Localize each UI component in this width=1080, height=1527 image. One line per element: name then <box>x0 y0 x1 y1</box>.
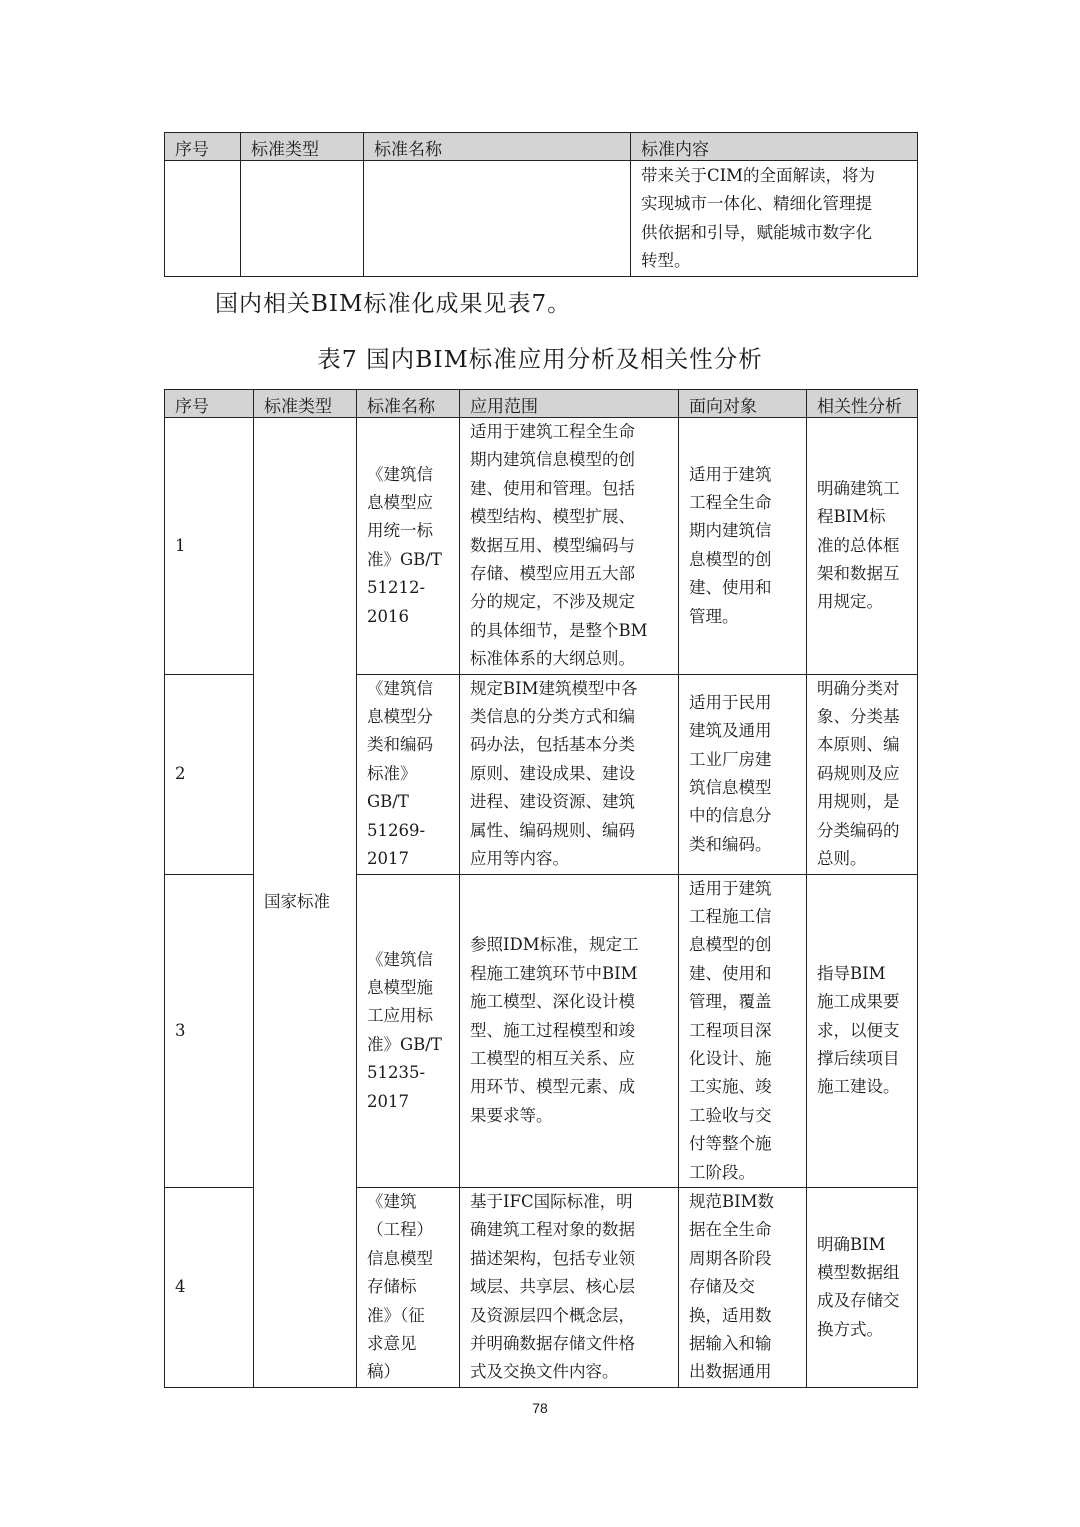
relevance-analysis: 指导BIM 施工成果要 求，以便支 撑后续项目 施工建设。 <box>807 874 918 1187</box>
page-number: 78 <box>532 1400 548 1416</box>
header-target: 面向对象 <box>679 390 807 418</box>
table-row <box>165 161 918 277</box>
row-index: 4 <box>165 1187 254 1387</box>
header-relevance: 相关性分析 <box>807 390 918 418</box>
bim-standards-table <box>164 389 918 1388</box>
row-index: 3 <box>165 874 254 1187</box>
target-object: 适用于建筑 工程全生命 期内建筑信 息模型的创 建、使用和 管理。 <box>679 418 807 675</box>
cell-name <box>364 161 631 277</box>
relevance-analysis: 明确BIM 模型数据组 成及存储交 换方式。 <box>807 1187 918 1387</box>
relevance-analysis: 明确建筑工 程BIM标 准的总体框 架和数据互 用规定。 <box>807 418 918 675</box>
table7-header-row <box>165 390 918 418</box>
continuation-table-header-row <box>165 133 918 161</box>
header-type: 标准类型 <box>254 390 357 418</box>
standard-name: 《建筑信 息模型分 类和编码 标准》 GB/T 51269- 2017 <box>357 674 460 874</box>
table-caption: 表7 国内BIM标准应用分析及相关性分析 <box>317 345 763 373</box>
table-row <box>165 418 918 675</box>
continuation-table <box>164 132 918 277</box>
header-type: 标准类型 <box>241 133 364 161</box>
standard-name: 《建筑信 息模型施 工应用标 准》GB/T 51235- 2017 <box>357 874 460 1187</box>
cell-index <box>165 161 241 277</box>
header-name: 标准名称 <box>364 133 631 161</box>
standard-name: 《建筑信 息模型应 用统一标 准》GB/T 51212- 2016 <box>357 418 460 675</box>
row-index: 2 <box>165 674 254 874</box>
target-object: 规范BIM数 据在全生命 周期各阶段 存储及交 换，适用数 据输入和输 出数据通用 <box>679 1187 807 1387</box>
header-name: 标准名称 <box>357 390 460 418</box>
target-object: 适用于民用 建筑及通用 工业厂房建 筑信息模型 中的信息分 类和编码。 <box>679 674 807 874</box>
header-index: 序号 <box>165 133 241 161</box>
header-scope: 应用范围 <box>460 390 679 418</box>
row-index: 1 <box>165 418 254 675</box>
header-index: 序号 <box>165 390 254 418</box>
cell-type <box>241 161 364 277</box>
intro-paragraph: 国内相关BIM标准化成果见表7。 <box>215 291 572 317</box>
standard-type-cell: 国家标准 <box>254 418 357 1388</box>
relevance-analysis: 明确分类对 象、分类基 本原则、编 码规则及应 用规则，是 分类编码的 总则。 <box>807 674 918 874</box>
header-content: 标准内容 <box>631 133 918 161</box>
application-scope: 参照IDM标准，规定工 程施工建筑环节中BIM 施工模型、深化设计模 型、施工过程模型和竣 工模型的相互关系、应 用环节、模型元素、成 果要求等。 <box>460 874 679 1187</box>
cell-content: 带来关于CIM的全面解读，将为 实现城市一体化、精细化管理提 供依据和引导，赋能城市数字化 转型。 <box>631 161 918 277</box>
application-scope: 基于IFC国际标准，明 确建筑工程对象的数据 描述架构，包括专业领 域层、共享层、核心层 及资源层四个概念层， 并明确数据存储文件格 式及交换文件内容。 <box>460 1187 679 1387</box>
application-scope: 规定BIM建筑模型中各 类信息的分类方式和编 码办法，包括基本分类 原则、建设成果、建设 进程、建设资源、建筑 属性、编码规则、编码 应用等内容。 <box>460 674 679 874</box>
standard-name: 《建筑 （工程） 信息模型 存储标 准》（征 求意见 稿） <box>357 1187 460 1387</box>
application-scope: 适用于建筑工程全生命 期内建筑信息模型的创 建、使用和管理。包括 模型结构、模型扩展、 数据互用、模型编码与 存储、模型应用五大部 分的规定，不涉及规定 的具体细节，是整个BM 标准体系的大纲总则。 <box>460 418 679 675</box>
target-object: 适用于建筑 工程施工信 息模型的创 建、使用和 管理，覆盖 工程项目深 化设计、施 工实施、竣 工验收与交 付等整个施 工阶段。 <box>679 874 807 1187</box>
